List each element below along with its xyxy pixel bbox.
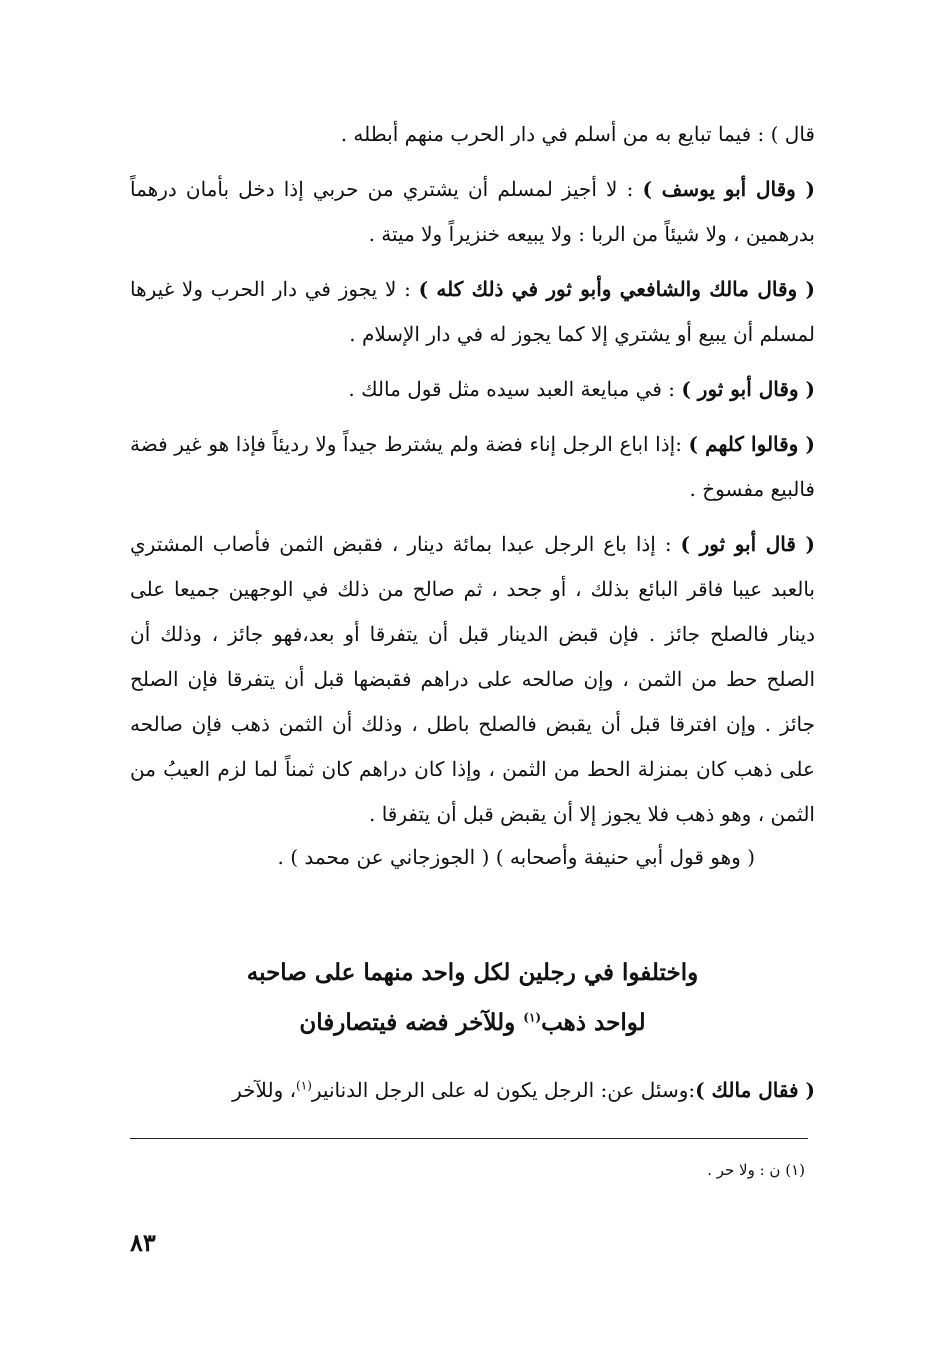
speaker-label: ( وقال أبو يوسف ) [642,177,815,201]
footnote-divider [130,1138,808,1139]
paragraph-6 [130,522,815,837]
paragraph-1 [130,112,815,157]
paragraph-text: : إذا باع الرجل عبدا بمائة دينار ، فقبض الثمن فأصاب المشتري بالعبد عيبا فاقر البائع بذلك ، أو جحد ، ثم صالح من ذلك في الوجهين جميعا على دينار فالصلح جائز . فإن قبض الدينار قبل أن يتفرقا أو بعد،فهو جائز ، وذلك أن الصلح حط من الثمن ، وإن صالحه على دراهم فقبضها قبل أن يتفرقا فإن الصلح جائز . وإن افترقا قبل أن يقبض فالصلح باطل ، وذلك أن الثمن ذهب فإن صالحه على ذهب كان بمنزلة الحط من الثمن ، وإذا كان دراهم كان ثمناً لما لزم العيبُ من الثمن ، وهو ذهب فلا يجوز إلا أن يقبض قبل أن يتفرقا . [130,532,815,826]
section-heading [130,948,815,1048]
page-number: ٨٣ [130,1228,156,1257]
speaker-label: ( وقالوا كلهم ) [688,432,815,456]
main-text [130,112,815,877]
footnote-marker: (١) [523,1010,542,1025]
paragraph-text: :إذا اباع الرجل إناء فضة ولم يشترط جيداً ولا رديئاً فإذا هو غير فضة فالبيع مفسوخ . [130,432,815,501]
paragraph-text: : لا يجوز في دار الحرب ولا غيرها لمسلم أن يبيع أو يشتري إلا كما يجوز له في دار الإسلام . [130,277,815,346]
paragraph-text: : في مبايعة العبد سيده مثل قول مالك . [348,377,682,401]
heading-line-1: واختلفوا في رجلين لكل واحد منهما على صاحبه [246,959,699,986]
speaker-label: ( فقال مالك ) [695,1078,815,1102]
heading-line-2-end: وللآخر فضه فيتصارفان [299,1009,524,1036]
heading-line-2-start: لواحد ذهب [541,1009,646,1036]
paragraph-7 [130,837,755,877]
speaker-label: ( قال أبو ثور ) [680,532,815,556]
footnote: (١) ن : ولا حر . [707,1161,805,1179]
paragraph-text: قال ) : فيما تبايع به من أسلم في دار الحرب منهم أبطله . [340,122,815,146]
paragraph-text: : لا أجيز لمسلم أن يشتري من حربي إذا دخل بأمان درهماً بدرهمين ، ولا شيئاً من الربا : ولا يبيعه خنزيراً ولا ميتة . [130,177,815,246]
paragraph-text: ( وهو قول أبي حنيفة وأصحابه ) ( الجوزجاني عن محمد ) . [277,845,755,869]
heading-line-2 [130,998,815,1048]
paragraph-text-end: ، وللآخر [232,1078,297,1102]
paragraph-3 [130,267,815,357]
last-paragraph [130,1068,815,1113]
footnote-marker: (١) [296,1078,312,1093]
speaker-label: ( وقال أبو ثور ) [681,377,815,401]
paragraph-4 [130,367,815,412]
speaker-label: ( وقال مالك والشافعي وأبو ثور في ذلك كله ) [418,277,815,301]
paragraph-5 [130,422,815,512]
paragraph-8 [130,1068,815,1113]
paragraph-text: :وسئل عن: الرجل يكون له على الرجل الدنانير [311,1078,696,1102]
paragraph-2 [130,167,815,257]
